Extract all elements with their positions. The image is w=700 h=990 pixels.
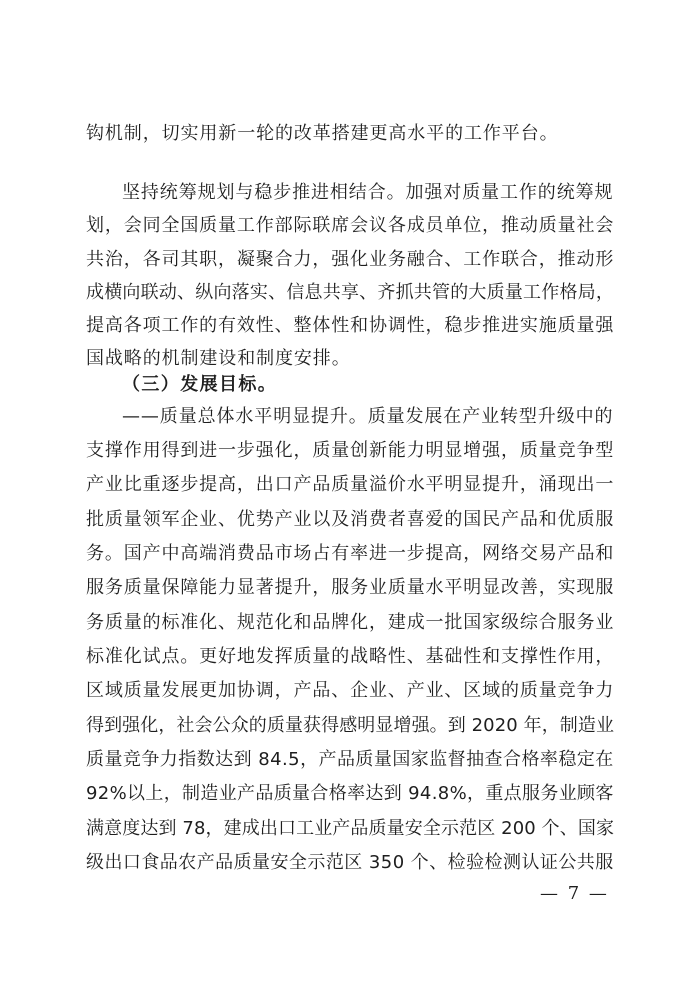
text-line: ——质量总体水平明显提升。质量发展在产业转型升级中的 <box>122 406 614 427</box>
text-line: 批质量领军企业、优势产业以及消费者喜爱的国民产品和优质服 <box>86 509 615 530</box>
text-line: 务质量的标准化、规范化和品牌化，建成一批国家级综合服务业 <box>86 612 615 633</box>
text-line: 支撑作用得到进一步强化，质量创新能力明显增强，质量竞争型 <box>86 440 615 461</box>
text-line: 得到强化，社会公众的质量获得感明显增强。到 2020 年，制造业 <box>86 715 615 736</box>
text-line: 国战略的机制建设和制度安排。 <box>86 348 351 369</box>
text-line: 服务质量保障能力显著提升，服务业质量水平明显改善，实现服 <box>86 577 615 598</box>
text-line: 标准化试点。更好地发挥质量的战略性、基础性和支撑性作用， <box>86 646 615 667</box>
text-line: 提高各项工作的有效性、整体性和协调性，稳步推进实施质量强 <box>86 315 615 336</box>
text-line: 级出口食品农产品质量安全示范区 350 个、检验检测认证公共服 <box>86 852 614 873</box>
page-number: — 7 — <box>540 883 609 904</box>
text-line: 务。国产中高端消费品市场占有率进一步提高，网络交易产品和 <box>86 543 615 564</box>
text-line: 钩机制，切实用新一轮的改革搭建更高水平的工作平台。 <box>86 123 559 144</box>
text-line: 成横向联动、纵向落实、信息共享、齐抓共管的大质量工作格局， <box>86 282 615 303</box>
section-heading: （三）发展目标。 <box>122 374 278 395</box>
text-line: 划，会同全国质量工作部际联席会议各成员单位，推动质量社会 <box>86 215 615 236</box>
text-line: 产业比重逐步提高，出口产品质量溢价水平明显提升，涌现出一 <box>86 474 615 495</box>
text-line: 区域质量发展更加协调，产品、企业、产业、区域的质量竞争力 <box>86 680 615 701</box>
text-line: 坚持统筹规划与稳步推进相结合。加强对质量工作的统筹规 <box>122 182 614 203</box>
text-line: 92%以上，制造业产品质量合格率达到 94.8%，重点服务业顾客 <box>86 783 614 804</box>
text-line: 质量竞争力指数达到 84.5，产品质量国家监督抽查合格率稳定在 <box>86 749 614 770</box>
text-line: 满意度达到 78，建成出口工业产品质量安全示范区 200 个、国家 <box>86 818 615 839</box>
text-line: 共治，各司其职，凝聚合力，强化业务融合、工作联合，推动形 <box>86 249 615 270</box>
